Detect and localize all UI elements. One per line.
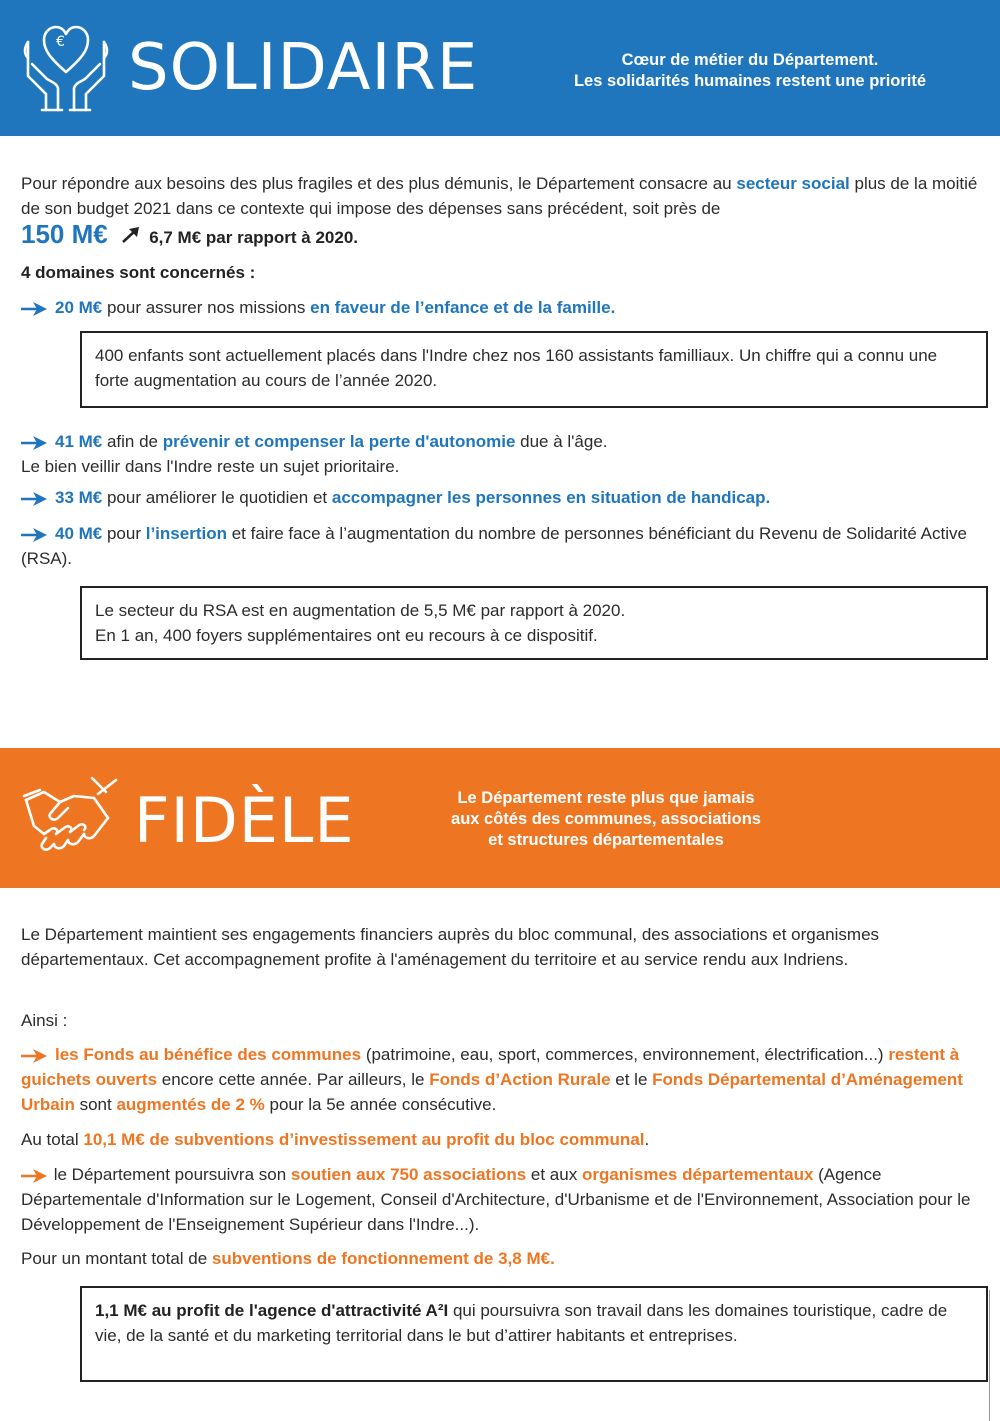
info-box-enfance — [80, 331, 988, 408]
total-prefix: Au total — [21, 1130, 84, 1149]
solidaire-subtitle-line2: Les solidarités humaines restent une priorité — [573, 72, 927, 90]
a2i-text: qui poursuivra son travail dans les domaines touristique, cadre de vie, de la santé et du marketing territorial dans le but d’attirer habitants et entreprises. — [95, 1301, 948, 1345]
info-box-rsa — [80, 586, 988, 660]
item3-text: pour améliorer le quotidien et — [102, 488, 332, 507]
total-suffix: . — [644, 1130, 650, 1149]
item2-text2: due à l'âge. — [515, 432, 608, 451]
domains-heading: 4 domaines sont concernés : — [21, 263, 256, 282]
handshake-icon — [20, 774, 120, 864]
solidaire-title: SOLIDAIRE — [128, 31, 479, 105]
associations-text-1: le Département poursuivra son — [49, 1165, 291, 1184]
item1-highlight: en faveur de l’enfance et de la famille. — [310, 298, 616, 317]
margin-line — [989, 1290, 990, 1421]
domain-item-insertion — [21, 521, 986, 571]
total-change: 6,7 M€ par rapport à 2020. — [149, 228, 359, 247]
fonds-communes-text-4: sont — [74, 1095, 117, 1114]
hands-heart-euro-icon — [20, 14, 112, 114]
item2-line2: Le bien veillir dans l'Indre reste un sujet prioritaire. — [21, 457, 400, 476]
arrow-up-right-icon — [120, 226, 142, 244]
item4-text: pour — [102, 524, 146, 543]
augmentes-highlight: augmentés de 2 % — [116, 1095, 265, 1114]
item3-amount: 33 M€ — [55, 488, 103, 507]
solidaire-intro — [21, 171, 986, 221]
solidaire-banner — [0, 0, 1000, 136]
total-amount-line — [21, 218, 986, 254]
item4-text2: et faire face à l’augmentation du nombre de personnes bénéficiant du Revenu de Solidarité Active (RSA). — [21, 524, 967, 568]
total-amount: 150 M€ — [21, 219, 108, 249]
montant-fonctionnement — [21, 1246, 986, 1271]
item3-highlight: accompagner les personnes en situation de handicap. — [331, 488, 771, 507]
fonds-communes-text-5: pour la 5e année consécutive. — [264, 1095, 497, 1114]
info-box-rsa-line1: Le secteur du RSA est en augmentation de 5,5 M€ par rapport à 2020. — [95, 601, 626, 620]
associations-text-2: et aux — [526, 1165, 582, 1184]
ainsi-label: Ainsi : — [21, 1011, 68, 1030]
item2-amount: 41 M€ — [55, 432, 103, 451]
fonds-communes-item — [21, 1042, 986, 1117]
fonds-communes-text-3: et le — [610, 1070, 653, 1089]
total-investissement — [21, 1127, 986, 1152]
fonds-action-rurale-highlight: Fonds d’Action Rurale — [429, 1070, 611, 1089]
domain-item-handicap — [21, 485, 986, 510]
arrow-right-icon — [21, 1169, 47, 1183]
fidele-subtitle-line1: Le Département reste plus que jamais — [457, 789, 755, 807]
arrow-right-icon — [21, 1049, 47, 1063]
arrow-right-icon — [21, 528, 47, 542]
domain-item-enfance — [21, 295, 986, 320]
solidaire-subtitle-line1: Cœur de métier du Département. — [621, 51, 879, 69]
arrow-right-icon — [21, 302, 47, 316]
info-box-rsa-line2: En 1 an, 400 foyers supplémentaires ont eu recours à ce dispositif. — [95, 626, 598, 645]
fdau-highlight: Fonds Départemental d’Aménagement Urbain — [21, 1070, 963, 1114]
item2-highlight: prévenir et compenser la perte d'autonomie — [162, 432, 516, 451]
organismes-highlight: organismes départementaux — [581, 1165, 814, 1184]
guichets-ouverts-highlight: restent à guichets ouverts — [21, 1045, 960, 1089]
total-highlight: 10,1 M€ de subventions d’investissement au profit du bloc communal — [83, 1130, 645, 1149]
svg-text:€: € — [56, 34, 65, 50]
amount-prefix: Pour un montant total de — [21, 1249, 212, 1268]
fidele-subtitle-line3: et structures départementales — [488, 831, 724, 849]
solidaire-intro-text-2: plus de la moitié de son budget 2021 dans ce contexte qui impose des dépenses sans précédent, soit près de — [21, 174, 978, 218]
item4-amount: 40 M€ — [55, 524, 103, 543]
associations-item — [21, 1162, 986, 1237]
info-box-a2i — [80, 1286, 988, 1382]
associations-text-3: (Agence Départementale d'Information sur le Logement, Conseil d'Architecture, d'Urbanisme et de l'Environnement, Association pour le Développement de l'Enseignement Supérieur dans l'Indre...). — [21, 1165, 971, 1234]
associations-highlight: soutien aux 750 associations — [290, 1165, 527, 1184]
fidele-banner — [0, 748, 1000, 888]
domain-item-autonomie — [21, 429, 986, 479]
solidaire-intro-text-1: Pour répondre aux besoins des plus fragiles et des plus démunis, le Département consacre au — [21, 174, 737, 193]
fidele-subtitle — [406, 788, 806, 851]
item1-text: pour assurer nos missions — [102, 298, 311, 317]
item4-highlight: l’insertion — [145, 524, 227, 543]
a2i-bold: 1,1 M€ au profit de l'agence d'attractivité A²I — [95, 1301, 449, 1320]
item2-text: afin de — [102, 432, 163, 451]
arrow-right-icon — [21, 436, 47, 450]
fidele-title: FIDÈLE — [134, 784, 355, 857]
fonds-communes-text-1: (patrimoine, eau, sport, commerces, environnement, électrification...) — [361, 1045, 889, 1064]
fonds-communes-highlight: les Fonds au bénéfice des communes — [55, 1045, 362, 1064]
item1-amount: 20 M€ — [55, 298, 103, 317]
secteur-social-highlight: secteur social — [736, 174, 850, 193]
fonds-communes-text-2: encore cette année. Par ailleurs, le — [157, 1070, 430, 1089]
fidele-intro: Le Département maintient ses engagements financiers auprès du bloc communal, des associations et organismes départementaux. Cet accompagnement profite à l'aménagement du territoire et au service rendu aux Indriens. — [21, 925, 880, 969]
solidaire-subtitle — [530, 50, 970, 92]
info-box-enfance-text: 400 enfants sont actuellement placés dans l'Indre chez nos 160 assistants familliaux. Un chiffre qui a connu une forte augmentation au cours de l’année 2020. — [95, 346, 938, 390]
amount-highlight: subventions de fonctionnement de 3,8 M€. — [211, 1249, 555, 1268]
arrow-right-icon — [21, 492, 47, 506]
fidele-subtitle-line2: aux côtés des communes, associations — [451, 810, 761, 828]
